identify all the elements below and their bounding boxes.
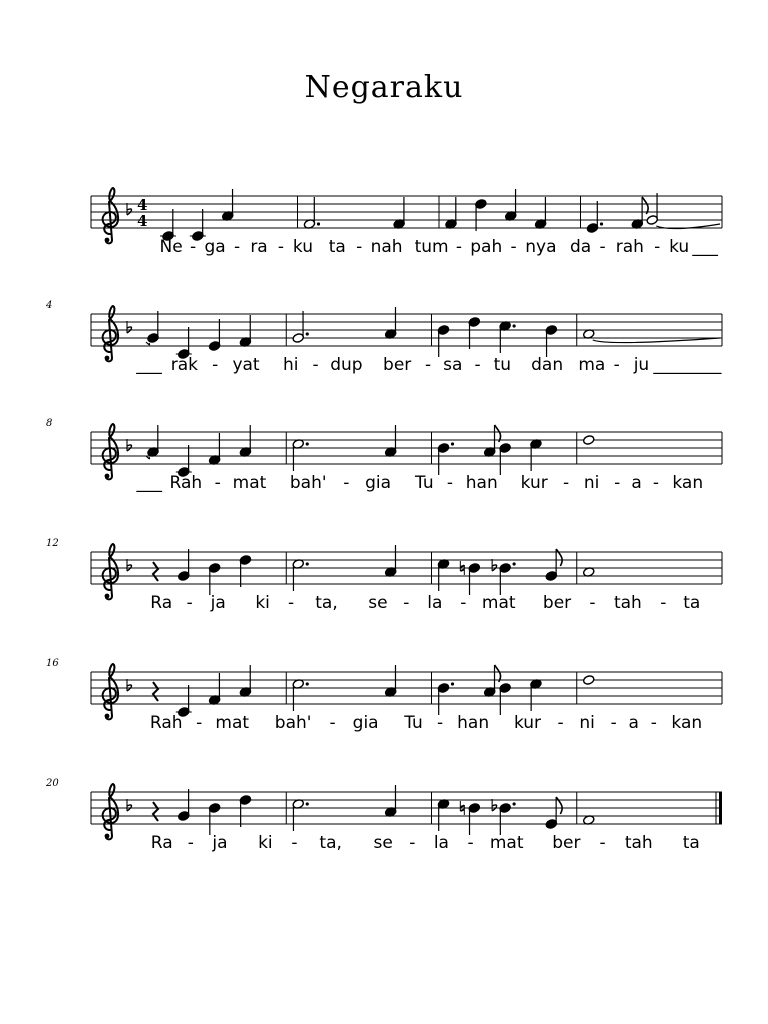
- lyric-syllable: mat: [481, 593, 516, 613]
- lyric-hyphen: -: [212, 355, 219, 375]
- lyric-hyphen: -: [291, 833, 298, 853]
- lyric-syllable: ta: [682, 833, 700, 853]
- lyric-syllable: ku: [292, 237, 314, 257]
- key-signature-flat-icon: [127, 439, 132, 451]
- lyric-hyphen: -: [455, 237, 462, 257]
- lyric-syllable: ja: [212, 833, 228, 853]
- lyric-syllable: da: [569, 237, 592, 257]
- key-signature-flat-icon: [127, 203, 132, 215]
- key-signature-flat-icon: [127, 799, 132, 811]
- lyric-syllable: gia: [352, 713, 379, 733]
- lyric-hyphen: -: [446, 473, 453, 493]
- lyric-hyphen: -: [186, 593, 193, 613]
- lyric-syllable: ________: [653, 355, 722, 375]
- note: [505, 189, 517, 221]
- lyric-syllable: rah: [615, 237, 644, 257]
- key-signature-flat-icon: [127, 679, 132, 691]
- note: [499, 443, 511, 475]
- note: [208, 803, 220, 835]
- note: [499, 321, 516, 353]
- note: [530, 679, 542, 711]
- note: [239, 425, 251, 457]
- lyric-hyphen: -: [214, 473, 221, 493]
- note: [239, 665, 251, 697]
- lyric-hyphen: -: [599, 237, 606, 257]
- lyric-syllable: ta: [328, 237, 346, 257]
- lyric-syllable: ju: [633, 355, 650, 375]
- lyric-syllable: nah: [370, 237, 403, 257]
- note: [534, 197, 546, 229]
- lyric-hyphen: -: [196, 713, 203, 733]
- key-signature-flat-icon: [127, 559, 132, 571]
- staff-system: [46, 658, 722, 733]
- lyric-syllable: Tu: [404, 713, 423, 733]
- lyric-syllable: tu: [493, 355, 512, 375]
- lyric-hyphen: -: [652, 473, 660, 493]
- lyric-syllable: rak: [170, 355, 198, 375]
- flat-sign-icon: [492, 559, 497, 571]
- lyric-syllable: ___: [692, 237, 718, 257]
- lyric-syllable: ta,: [315, 593, 338, 613]
- lyric-syllable: ber: [542, 593, 572, 613]
- lyric-syllable: ni: [579, 713, 595, 733]
- lyric-hyphen: -: [187, 833, 194, 853]
- lyric-syllable: mat: [232, 473, 267, 493]
- lyric-syllable: tah: [613, 593, 642, 613]
- note: [385, 545, 397, 577]
- time-signature-top: 4: [137, 196, 148, 214]
- note: [303, 197, 320, 229]
- lyric-syllable: bah': [274, 713, 312, 733]
- lyric-hyphen: -: [589, 593, 596, 613]
- lyric-syllable: tah: [624, 833, 653, 853]
- note: [239, 315, 251, 347]
- lyric-syllable: ta,: [319, 833, 342, 853]
- lyric-hyphen: -: [467, 833, 474, 853]
- note: [393, 197, 405, 229]
- lyric-syllable: se: [373, 833, 393, 853]
- lyric-syllable: ki: [255, 593, 270, 613]
- lyric-syllable: sa: [443, 355, 463, 375]
- note: [222, 189, 234, 221]
- lyric-syllable: ga: [204, 237, 226, 257]
- note: [437, 442, 454, 475]
- note: [292, 559, 309, 591]
- note: [147, 425, 159, 457]
- lyric-syllable: ma: [578, 355, 606, 375]
- lyric-syllable: ber: [552, 833, 581, 853]
- lyric-syllable: Ne: [159, 237, 183, 257]
- note: [208, 563, 220, 595]
- lyric-hyphen: -: [510, 237, 517, 257]
- lyric-syllable: ja: [210, 593, 226, 613]
- note: [437, 559, 449, 591]
- tie: [146, 342, 150, 345]
- staff-system: [45, 778, 722, 853]
- lyric-syllable: ta: [683, 593, 701, 613]
- lyric-hyphen: -: [190, 237, 197, 257]
- final-barline: [719, 792, 722, 824]
- lyric-hyphen: -: [343, 473, 350, 493]
- lyric-hyphen: -: [562, 473, 570, 493]
- lyric-hyphen: -: [233, 237, 241, 257]
- lyric-syllable: la: [427, 593, 443, 613]
- note: [530, 439, 542, 471]
- lyric-hyphen: -: [329, 713, 336, 733]
- measure-number: 8: [46, 418, 53, 429]
- lyric-syllable: se: [368, 593, 388, 613]
- note: [583, 435, 595, 446]
- note: [460, 561, 480, 595]
- lyric-hyphen: -: [424, 355, 432, 375]
- lyric-syllable: ni: [583, 473, 600, 493]
- lyric-syllable: pah: [470, 237, 503, 257]
- note: [178, 549, 190, 581]
- lyric-syllable: Rah: [149, 713, 183, 733]
- note: [208, 673, 220, 705]
- lyric-syllable: kur: [520, 473, 548, 493]
- lyric-syllable: dup: [330, 355, 363, 375]
- lyric-syllable: ___: [136, 473, 163, 493]
- lyric-syllable: ki: [258, 833, 273, 853]
- lyric-syllable: yat: [232, 355, 260, 375]
- lyric-hyphen: -: [356, 237, 363, 257]
- note: [437, 682, 454, 715]
- lyric-syllable: kan: [672, 473, 704, 493]
- tie: [593, 338, 720, 343]
- note: [499, 683, 511, 715]
- note: [484, 425, 501, 457]
- lyric-hyphen: -: [288, 593, 295, 613]
- note: [631, 197, 648, 229]
- note: [545, 325, 557, 357]
- staff-system: [46, 538, 722, 613]
- page-title: Negaraku: [304, 70, 464, 105]
- note: [475, 199, 487, 231]
- lyric-syllable: tum: [414, 237, 449, 257]
- note: [239, 555, 251, 587]
- lyric-syllable: mat: [489, 833, 524, 853]
- lyric-hyphen: -: [409, 833, 416, 853]
- note: [208, 319, 220, 351]
- lyric-syllable: bah': [289, 473, 327, 493]
- quarter-rest-icon: [153, 562, 158, 581]
- lyric-hyphen: -: [613, 355, 620, 375]
- lyric-syllable: ber: [383, 355, 412, 375]
- note: [292, 439, 309, 471]
- note: [437, 325, 449, 357]
- lyric-syllable: Tu: [415, 473, 434, 493]
- lyric-syllable: Ra: [150, 593, 173, 613]
- lyric-syllable: Rah: [169, 473, 203, 493]
- note: [239, 795, 251, 827]
- lyric-syllable: hi: [283, 355, 299, 375]
- note: [385, 785, 397, 817]
- lyric-hyphen: -: [557, 713, 564, 733]
- note: [583, 675, 595, 686]
- lyric-hyphen: -: [437, 713, 444, 733]
- note: [385, 425, 397, 457]
- lyric-hyphen: -: [312, 355, 319, 375]
- lyric-syllable: a: [631, 473, 642, 493]
- quarter-rest-icon: [153, 682, 158, 701]
- note: [385, 307, 397, 339]
- lyric-syllable: Ra: [150, 833, 173, 853]
- lyric-syllable: dan: [531, 355, 564, 375]
- lyric-hyphen: -: [460, 593, 467, 613]
- lyric-syllable: la: [433, 833, 449, 853]
- note: [147, 311, 159, 343]
- lyric-hyphen: -: [610, 713, 617, 733]
- lyric-hyphen: -: [277, 237, 285, 257]
- note: [445, 197, 457, 229]
- note: [484, 665, 501, 697]
- note: [492, 799, 516, 835]
- note: [208, 433, 220, 465]
- note: [292, 799, 309, 831]
- lyric-hyphen: -: [403, 593, 410, 613]
- lyric-syllable: han: [465, 473, 498, 493]
- note: [460, 801, 480, 835]
- lyric-syllable: mat: [215, 713, 250, 733]
- lyric-syllable: gia: [365, 473, 392, 493]
- lyric-hyphen: -: [654, 237, 661, 257]
- measure-number: 12: [46, 538, 59, 549]
- measure-number: 20: [46, 778, 59, 789]
- lyric-syllable: ku: [669, 237, 690, 257]
- staff-system: [46, 418, 722, 493]
- staff-system: [91, 188, 722, 257]
- note: [292, 679, 309, 711]
- note: [178, 789, 190, 821]
- staff-system: [45, 300, 722, 375]
- key-signature-flat-icon: [127, 321, 132, 333]
- lyric-hyphen: -: [474, 355, 481, 375]
- lyric-syllable: ra: [250, 237, 268, 257]
- lyric-hyphen: -: [660, 593, 667, 613]
- lyric-syllable: kur: [513, 713, 542, 733]
- note: [492, 559, 516, 595]
- lyric-hyphen: -: [650, 713, 657, 733]
- lyric-syllable: han: [457, 713, 490, 733]
- lyric-syllable: ___: [136, 355, 162, 375]
- lyric-syllable: nya: [525, 237, 557, 257]
- lyric-hyphen: -: [614, 473, 621, 493]
- note: [385, 665, 397, 697]
- lyric-syllable: a: [628, 713, 639, 733]
- note: [468, 317, 480, 349]
- lyric-syllable: kan: [671, 713, 703, 733]
- quarter-rest-icon: [153, 802, 158, 821]
- note: [437, 799, 449, 831]
- flat-sign-icon: [492, 799, 497, 811]
- measure-number: 16: [46, 658, 59, 669]
- measure-number: 4: [46, 300, 53, 311]
- time-signature-bottom: 4: [137, 212, 148, 230]
- lyric-hyphen: -: [599, 833, 606, 853]
